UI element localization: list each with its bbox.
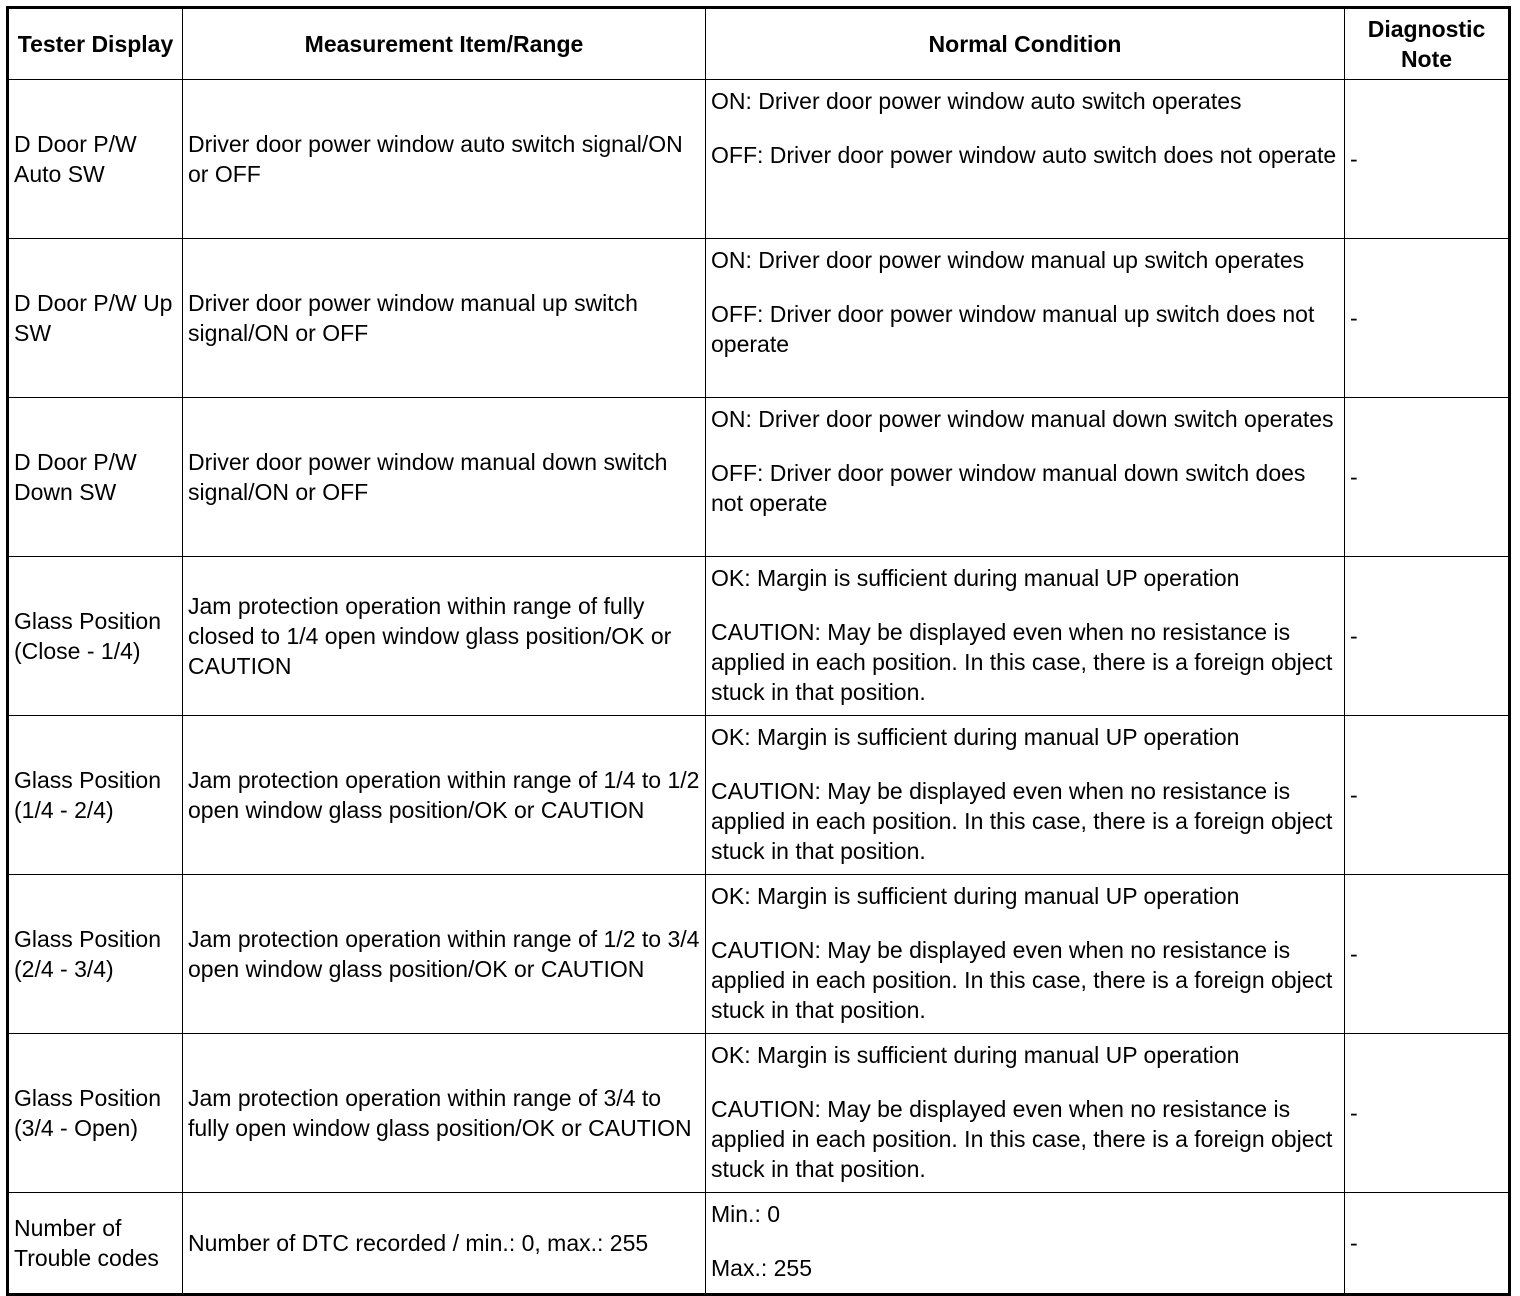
condition-text: ON: Driver door power window auto switch operates	[711, 88, 1242, 114]
condition-text: OFF: Driver door power window manual down switch does not operate	[711, 460, 1306, 516]
table-row	[8, 875, 1510, 1034]
cell-measurement: Jam protection operation within range of fully closed to 1/4 open window glass position/OK or CAUTION	[183, 557, 706, 716]
condition-text: OK: Margin is sufficient during manual UP operation	[711, 724, 1240, 750]
header-diagnostic-note: Diagnostic Note	[1345, 8, 1510, 80]
cell-tester-display: Glass Position (1/4 - 2/4)	[8, 716, 183, 875]
header-normal-condition: Normal Condition	[706, 8, 1345, 80]
cell-tester-display: D Door P/W Auto SW	[8, 80, 183, 239]
condition-text: OFF: Driver door power window auto switch does not operate	[711, 142, 1337, 168]
cell-tester-display: D Door P/W Down SW	[8, 398, 183, 557]
cell-normal-condition	[706, 875, 1345, 1034]
cell-tester-display: Glass Position (Close - 1/4)	[8, 557, 183, 716]
condition-text: ON: Driver door power window manual up switch operates	[711, 247, 1305, 273]
condition-text: CAUTION: May be displayed even when no resistance is applied in each position. In this case, there is a foreign object stuck in that position.	[711, 1096, 1333, 1182]
cell-diagnostic-note: -	[1345, 239, 1510, 398]
condition-text: CAUTION: May be displayed even when no resistance is applied in each position. In this case, there is a foreign object stuck in that position.	[711, 778, 1333, 864]
cell-measurement: Number of DTC recorded / min.: 0, max.: 255	[183, 1193, 706, 1295]
table-header-row	[8, 8, 1510, 80]
cell-tester-display: Glass Position (3/4 - Open)	[8, 1034, 183, 1193]
condition-text: Min.: 0	[711, 1201, 781, 1227]
cell-normal-condition	[706, 557, 1345, 716]
cell-diagnostic-note: -	[1345, 716, 1510, 875]
table-row	[8, 716, 1510, 875]
cell-measurement: Driver door power window manual up switch signal/ON or OFF	[183, 239, 706, 398]
cell-diagnostic-note: -	[1345, 398, 1510, 557]
cell-diagnostic-note: -	[1345, 557, 1510, 716]
cell-normal-condition	[706, 1193, 1345, 1295]
cell-diagnostic-note: -	[1345, 80, 1510, 239]
table-row	[8, 398, 1510, 557]
cell-diagnostic-note: -	[1345, 875, 1510, 1034]
cell-measurement: Driver door power window manual down switch signal/ON or OFF	[183, 398, 706, 557]
cell-measurement: Jam protection operation within range of 1/4 to 1/2 open window glass position/OK or CAUTION	[183, 716, 706, 875]
condition-text: OFF: Driver door power window manual up switch does not operate	[711, 301, 1315, 357]
condition-text: OK: Margin is sufficient during manual UP operation	[711, 883, 1240, 909]
diagnostic-data-table	[6, 6, 1511, 1296]
table-row	[8, 239, 1510, 398]
cell-normal-condition	[706, 398, 1345, 557]
cell-normal-condition	[706, 1034, 1345, 1193]
header-tester-display: Tester Display	[8, 8, 183, 80]
table-row	[8, 1193, 1510, 1295]
cell-measurement: Jam protection operation within range of 1/2 to 3/4 open window glass position/OK or CAUTION	[183, 875, 706, 1034]
condition-text: CAUTION: May be displayed even when no resistance is applied in each position. In this case, there is a foreign object stuck in that position.	[711, 619, 1333, 705]
condition-text: Max.: 255	[711, 1255, 812, 1281]
cell-measurement: Driver door power window auto switch signal/ON or OFF	[183, 80, 706, 239]
table-row	[8, 80, 1510, 239]
condition-text: ON: Driver door power window manual down switch operates	[711, 406, 1334, 432]
table-row	[8, 1034, 1510, 1193]
cell-tester-display: D Door P/W Up SW	[8, 239, 183, 398]
cell-diagnostic-note: -	[1345, 1034, 1510, 1193]
condition-text: OK: Margin is sufficient during manual UP operation	[711, 565, 1240, 591]
cell-measurement: Jam protection operation within range of 3/4 to fully open window glass position/OK or CAUTION	[183, 1034, 706, 1193]
cell-normal-condition	[706, 80, 1345, 239]
cell-tester-display: Glass Position (2/4 - 3/4)	[8, 875, 183, 1034]
cell-normal-condition	[706, 716, 1345, 875]
cell-normal-condition	[706, 239, 1345, 398]
condition-text: CAUTION: May be displayed even when no resistance is applied in each position. In this case, there is a foreign object stuck in that position.	[711, 937, 1333, 1023]
header-measurement: Measurement Item/Range	[183, 8, 706, 80]
table-row	[8, 557, 1510, 716]
condition-text: OK: Margin is sufficient during manual UP operation	[711, 1042, 1240, 1068]
cell-tester-display: Number of Trouble codes	[8, 1193, 183, 1295]
cell-diagnostic-note: -	[1345, 1193, 1510, 1295]
